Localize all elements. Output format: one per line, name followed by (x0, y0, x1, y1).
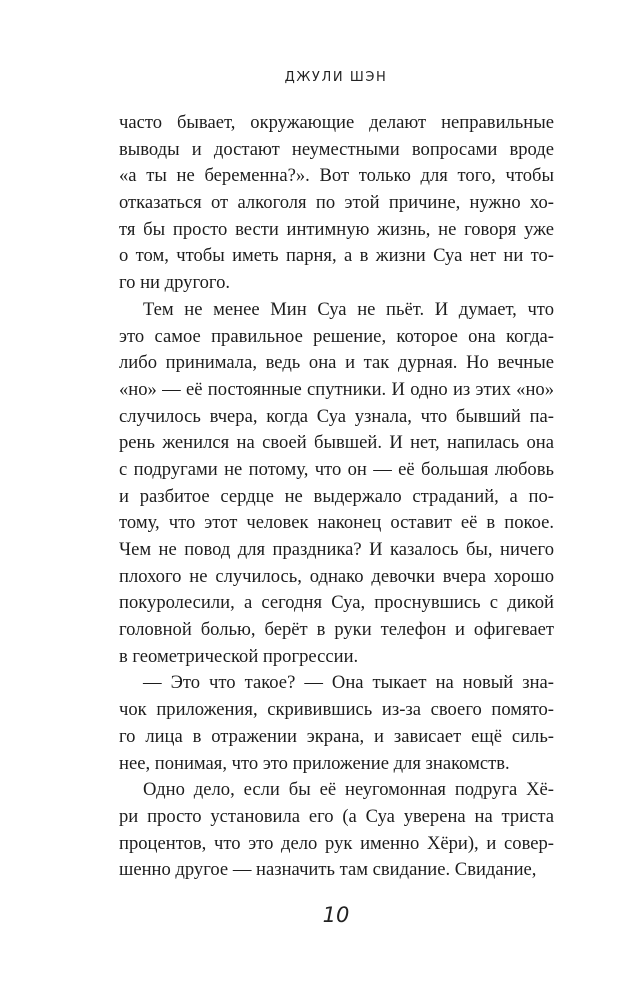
text-line: либо принимала, ведь она и так дурная. Но вечные (119, 352, 554, 374)
text-line: тя бы просто вести интимную жизнь, не говоря уже (119, 218, 554, 240)
body-text (119, 110, 554, 884)
running-header-author: ДЖУЛИ ШЭН (284, 70, 388, 85)
text-line: рень женился на своей бывшей. И нет, напилась она (119, 432, 554, 454)
text-line: случилось вчера, когда Суа узнала, что бывший па- (119, 405, 554, 427)
text-line: тому, что этот человек наконец оставит её в покое. (119, 512, 554, 534)
text-line: выводы и достают неуместными вопросами вроде (119, 138, 554, 160)
paragraph (119, 110, 554, 297)
text-line: процентов, что это дело рук именно Хёри), и совер- (119, 832, 554, 854)
text-line: в геометрической прогрессии. (119, 645, 359, 667)
text-line: это самое правильное решение, которое она когда- (119, 325, 554, 347)
text-line: Чем не повод для праздника? И казалось бы, ничего (119, 539, 554, 560)
text-line: шенно другое — назначить там свидание. Свидание, (119, 859, 537, 881)
text-line: «а ты не беременна?». Вот только для того, чтобы (119, 165, 554, 187)
text-line: — Это что такое? — Она тыкает на новый зна- (143, 672, 554, 694)
text-line: го ни другого. (119, 272, 231, 294)
text-line: покуролесили, а сегодня Суа, проснувшись с дикой (119, 592, 554, 614)
page-number: 10 (322, 903, 350, 927)
paragraph (119, 670, 554, 777)
text-line: «но» — её постоянные спутники. И одно из этих «но» (119, 378, 554, 400)
text-line: плохого не случилось, однако девочки вчера хорошо (119, 565, 554, 587)
text-line: Одно дело, если бы её неугомонная подруга Хё- (143, 779, 554, 801)
text-line: часто бывает, окружающие делают неправильные (119, 112, 554, 133)
text-line: нее, понимая, что это приложение для знакомств. (119, 752, 510, 774)
text-line: чок приложения, скривившись из-за своего помято- (119, 699, 554, 721)
paragraph (119, 777, 554, 884)
text-line: о том, чтобы иметь парня, а в жизни Суа нет ни то- (119, 245, 554, 267)
text-line: го лица в отражении экрана, и зависает ещё силь- (119, 725, 554, 747)
text-line: с подругами не потому, что он — её большая любовь (119, 458, 554, 480)
text-line: ри просто установила его (а Суа уверена на триста (119, 805, 554, 827)
text-line: головной болью, берёт в руки телефон и офигевает (119, 619, 554, 641)
text-line: Тем не менее Мин Суа не пьёт. И думает, что (143, 298, 554, 320)
paragraph (119, 297, 554, 671)
text-line: отказаться от алкоголя по этой причине, нужно хо- (119, 192, 554, 214)
text-line: и разбитое сердце не выдержало страданий, а по- (119, 485, 554, 507)
